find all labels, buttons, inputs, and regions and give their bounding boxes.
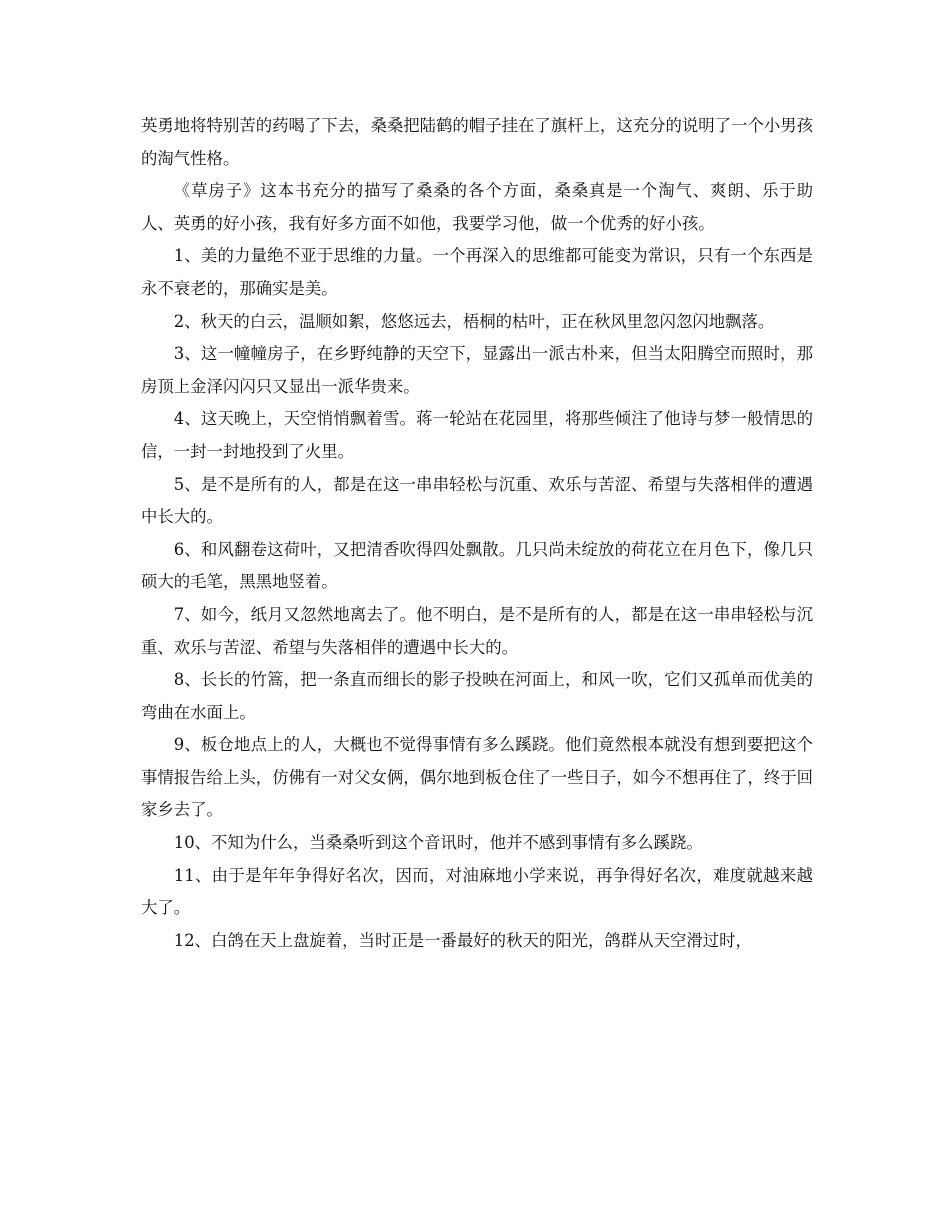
paragraph-book-summary: 《草房子》这本书充分的描写了桑桑的各个方面，桑桑真是一个淘气、爽朗、乐于助人、英勇的好小孩，我有好多方面不如他，我要学习他，做一个优秀的好小孩。 <box>141 181 813 233</box>
paragraph-quote-10: 10、不知为什么，当桑桑听到这个音讯时，他并不感到事情有多么蹊跷。 <box>173 833 703 853</box>
paragraph-quote-7: 7、如今，纸月又忽然地离去了。他不明白，是不是所有的人，都是在这一串串轻松与沉重、欢乐与苦涩、希望与失落相伴的遭遇中长大的。 <box>141 604 813 657</box>
paragraph-quote-8: 8、长长的竹篙，把一条直而细长的影子投映在河面上，和风一吹，它们又孤单而优美的弯曲在水面上。 <box>141 670 813 722</box>
paragraph-quote-4: 4、这天晚上，天空悄悄飘着雪。蒋一轮站在花园里，将那些倾注了他诗与梦一般情思的信，一封一封地投到了火里。 <box>141 409 813 461</box>
paragraph-quote-3: 3、这一幢幢房子，在乡野纯静的天空下，显露出一派古朴来，但当太阳腾空而照时，那房顶上金泽闪闪只又显出一派华贵来。 <box>141 344 813 396</box>
document-body <box>141 110 813 957</box>
paragraph-quote-2: 2、秋天的白云，温顺如絮，悠悠远去，梧桐的枯叶，正在秋风里忽闪忽闪地飘落。 <box>173 311 775 331</box>
paragraph-quote-9: 9、板仓地点上的人，大概也不觉得事情有多么蹊跷。他们竟然根本就没有想到要把这个事情报告给上头，仿佛有一对父女俩，偶尔地到板仓住了一些日子，如今不想再住了，终于回家乡去了。 <box>141 735 814 820</box>
paragraph-quote-1: 1、美的力量绝不亚于思维的力量。一个再深入的思维都可能变为常识，只有一个东西是永不衰老的，那确实是美。 <box>141 246 813 298</box>
paragraph-quote-6: 6、和风翻卷这荷叶，又把清香吹得四处飘散。几只尚未绽放的荷花立在月色下，像几只硕大的毛笔，黑黑地竖着。 <box>141 539 813 592</box>
paragraph-quote-11: 11、由于是年年争得好名次，因而，对油麻地小学来说，再争得好名次，难度就越来越大了。 <box>141 865 813 918</box>
paragraph-quote-5: 5、是不是所有的人，都是在这一串串轻松与沉重、欢乐与苦涩、希望与失落相伴的遭遇中长大的。 <box>141 474 813 527</box>
paragraph-continued: 英勇地将特别苦的药喝了下去，桑桑把陆鹤的帽子挂在了旗杆上，这充分的说明了一个小男孩的淘气性格。 <box>141 116 814 168</box>
paragraph-quote-12: 12、白鸽在天上盘旋着，当时正是一番最好的秋天的阳光，鸽群从天空滑过时， <box>173 930 752 950</box>
